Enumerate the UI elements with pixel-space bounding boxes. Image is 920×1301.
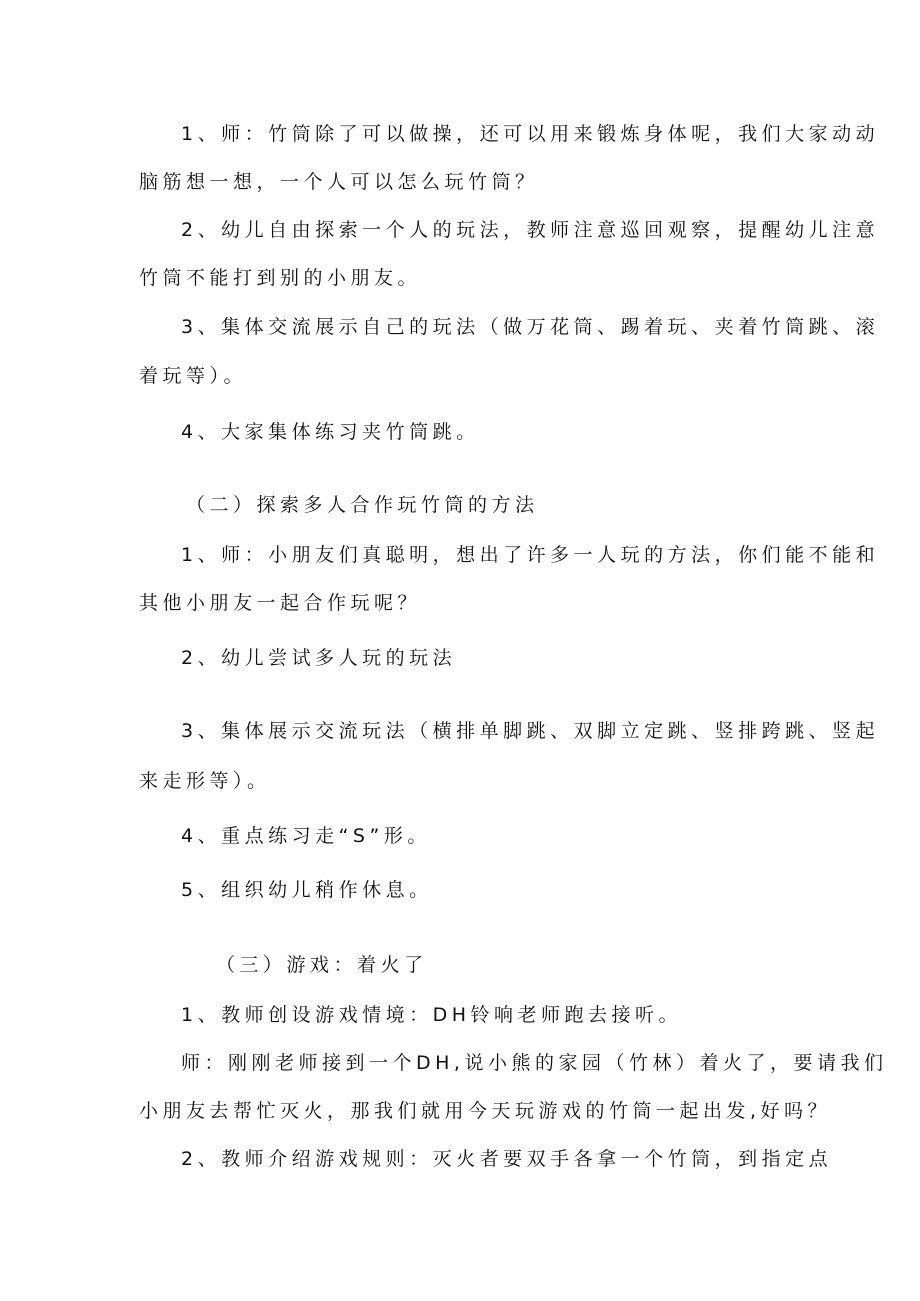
paragraph-line: 2、幼儿自由探索一个人的玩法，教师注意巡回观察，提醒幼儿注意 bbox=[181, 219, 880, 241]
paragraph-line: 来走形等）。 bbox=[139, 770, 271, 792]
paragraph-line: 4、大家集体练习夹竹筒跳。 bbox=[181, 421, 480, 443]
paragraph-line: 师：刚刚老师接到一个DH,说小熊的家园（竹林）着火了，要请我们 bbox=[181, 1052, 888, 1074]
paragraph-line: 其他小朋友一起合作玩呢？ bbox=[139, 592, 422, 614]
section-heading: （二）探索多人合作玩竹筒的方法 bbox=[186, 494, 539, 516]
paragraph-line: 1、师：小朋友们真聪明，想出了许多一人玩的方法，你们能不能和 bbox=[181, 544, 880, 566]
paragraph-line: 1、教师创设游戏情境：DH铃响老师跑去接听。 bbox=[181, 1004, 683, 1026]
paragraph-line: 脑筋想一想，一个人可以怎么玩竹筒？ bbox=[139, 171, 539, 193]
paragraph-line: 竹筒不能打到别的小朋友。 bbox=[139, 267, 422, 289]
paragraph-line: 5、组织幼儿稍作休息。 bbox=[181, 879, 433, 901]
paragraph-line: 1、师：竹筒除了可以做操，还可以用来锻炼身体呢，我们大家动动 bbox=[181, 123, 880, 145]
paragraph-line: 小朋友去帮忙灭火，那我们就用今天玩游戏的竹筒一起出发,好吗？ bbox=[139, 1100, 832, 1122]
paragraph-line: 3、集体展示交流玩法（横排单脚跳、双脚立定跳、竖排跨跳、竖起 bbox=[181, 720, 880, 742]
section-heading: （三）游戏：着火了 bbox=[216, 954, 428, 976]
paragraph-line: 2、幼儿尝试多人玩的玩法 bbox=[181, 647, 457, 669]
paragraph-line: 3、集体交流展示自己的玩法（做万花筒、踢着玩、夹着竹筒跳、滚 bbox=[181, 316, 880, 338]
paragraph-line: 4、重点练习走“S”形。 bbox=[181, 825, 431, 847]
paragraph-line: 着玩等）。 bbox=[139, 365, 248, 387]
paragraph-line: 2、教师介绍游戏规则：灭火者要双手各拿一个竹筒，到指定点 bbox=[181, 1148, 833, 1170]
